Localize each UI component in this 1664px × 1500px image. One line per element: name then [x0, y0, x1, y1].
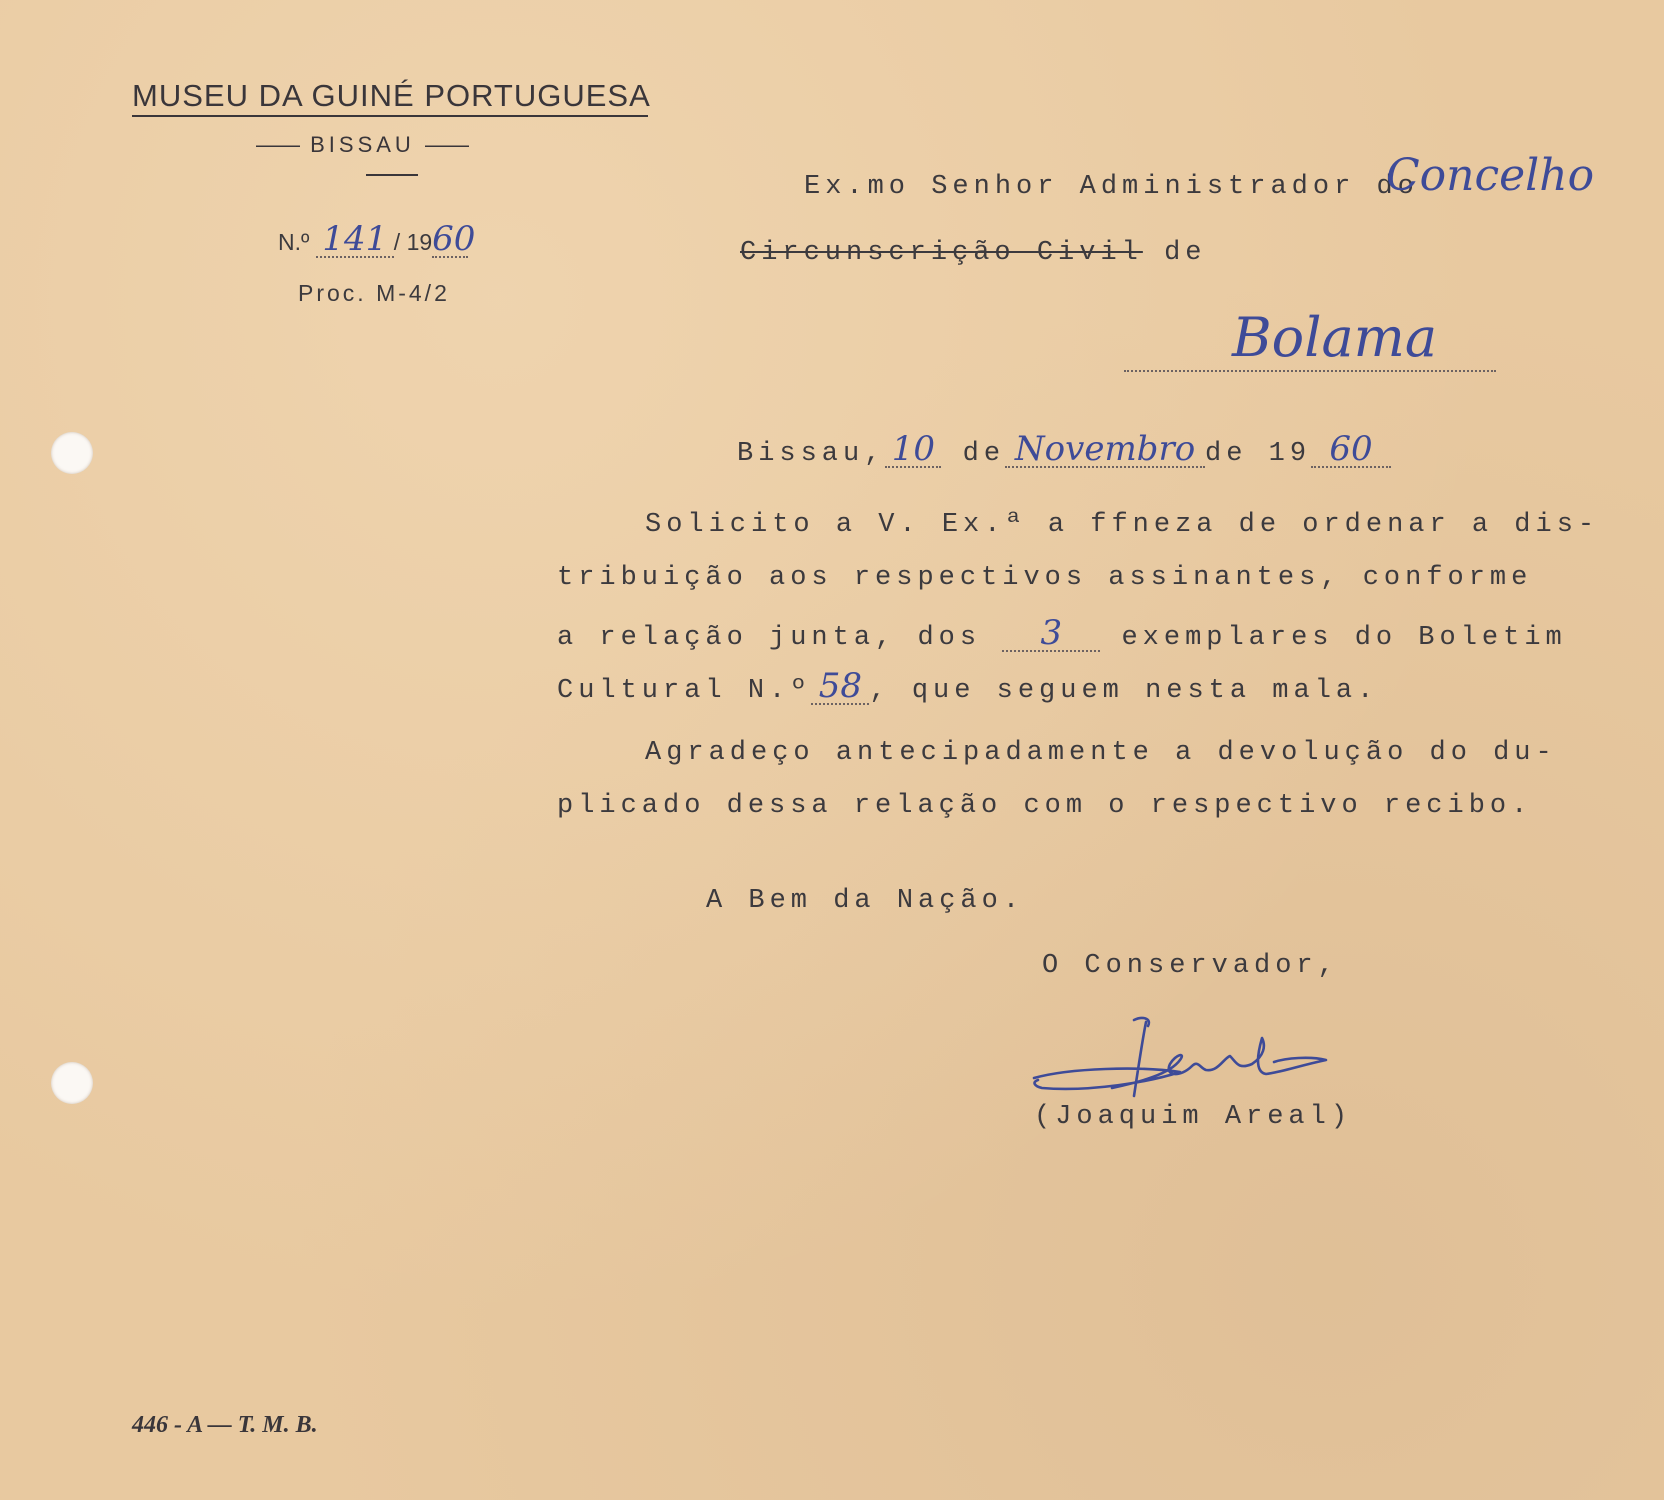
punch-hole-bottom	[51, 1062, 93, 1104]
place-hand: Bolama	[1232, 306, 1438, 369]
body-line-4: Cultural N.º 58 , que seguem nesta mala.	[557, 666, 1379, 706]
body-line-2: tribuição aos respectivos assinantes, conforme	[557, 563, 1533, 593]
letterhead-city: —— BISSAU ——	[256, 132, 469, 157]
reference-year-hand: 60	[432, 219, 476, 259]
letterhead-rule	[132, 115, 648, 117]
letterhead-short-rule	[366, 174, 418, 176]
struck-text: Circunscrição Civil	[740, 238, 1143, 268]
closing-motto: A Bem da Nação.	[706, 886, 1025, 916]
punch-hole-top	[51, 432, 93, 474]
body-line-1: Solicito a V. Ex.ª a ffneza de ordenar a dis-	[645, 510, 1600, 540]
reference-number-hand: 141	[316, 222, 394, 258]
closing-role: O Conservador,	[1042, 951, 1339, 981]
body-line-6: plicado dessa relação com o respectivo recibo.	[557, 791, 1533, 821]
salutation: Ex.mo Senhor Administrador do	[804, 172, 1419, 202]
bulletin-number-hand: 58	[811, 669, 869, 705]
recipient-line: Circunscrição Civil de	[740, 238, 1207, 268]
date-line: Bissau, 10 de Novembro de 19 60	[737, 432, 1391, 469]
copies-count-hand: 3	[1002, 616, 1100, 652]
institution-name: MUSEU DA GUINÉ PORTUGUESA	[132, 78, 651, 113]
process-reference: Proc. M-4/2	[298, 280, 450, 306]
date-month-hand: Novembro	[1005, 432, 1205, 468]
body-line-3: a relação junta, dos 3 exemplares do Boletim	[557, 613, 1567, 653]
reference-number: N.º 141 / 1960	[278, 219, 476, 259]
salutation-hand: Concelho	[1386, 150, 1595, 201]
date-day-hand: 10	[885, 432, 941, 468]
date-year-hand: 60	[1311, 432, 1391, 468]
place-dotted-line	[1124, 370, 1496, 372]
printer-code: 446 - A — T. M. B.	[132, 1412, 318, 1438]
signatory-name: (Joaquim Areal)	[1034, 1102, 1353, 1132]
body-line-5: Agradeço antecipadamente a devolução do du-	[645, 738, 1557, 768]
